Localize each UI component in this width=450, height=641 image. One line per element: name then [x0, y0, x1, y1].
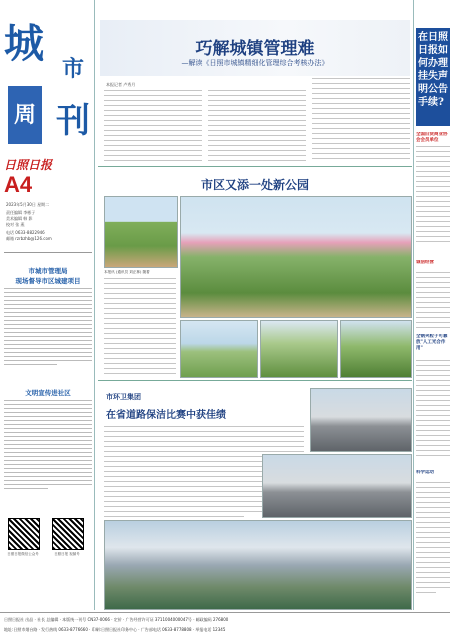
right-column-divider [413, 0, 414, 610]
park-photo-2 [180, 320, 258, 378]
section3-kicker: 市环卫集团 [106, 393, 141, 401]
truck-photo-2 [262, 454, 412, 518]
masthead-char-shi: 市 [62, 56, 85, 82]
truck-photo-1 [310, 388, 412, 452]
right-science-article [416, 360, 450, 460]
right-notices-2 [416, 272, 450, 332]
email-line: 邮箱 rzrbzhb@126.com [6, 236, 52, 241]
main-subtitle: —解读《日照市城镇精细化管理综合考核办法》 [181, 59, 329, 67]
byline: 本报记者 卢秀月 [106, 82, 136, 87]
right-banner: 在日照日报如何办理挂失声明公告手续? [416, 28, 450, 126]
page-code: A4 [4, 172, 33, 197]
article-col-1 [104, 90, 202, 165]
section-divider-1 [98, 166, 412, 167]
park-caption: 本报讯 (通讯员 刘正林) 随着 [104, 270, 150, 274]
story1-title-a: 市城市管理局 [28, 267, 68, 275]
right-notice-head: 全国旧货商业协会会员单位 [416, 132, 448, 143]
right-science-head: 全钢夹粒子可靠放"人工光合作用" [416, 334, 448, 351]
park-photo-main [180, 196, 412, 318]
article-col-3 [312, 78, 410, 163]
section2-title: 市区又添一处新公园 [200, 178, 309, 192]
story2-title: 文明宣传进社区 [25, 389, 71, 397]
masthead-char-zhou: 周 [8, 86, 42, 144]
aerial-park-photo [104, 520, 412, 610]
right-sport-head: 科学运动 [416, 470, 434, 475]
qr-code-video[interactable] [52, 518, 84, 550]
right-notices [416, 146, 450, 246]
park-photo-4 [340, 320, 412, 378]
right-sport-article [416, 482, 450, 597]
editor-line: 责任编辑 李彬子 [6, 210, 36, 215]
qr-caption-wechat: 日照日报微信公众号 [7, 552, 39, 556]
park-photo-3 [260, 320, 338, 378]
story2-body [4, 400, 92, 492]
section-divider-2 [98, 380, 412, 381]
issue-date: 2023年5月30日 星期二 [6, 202, 50, 207]
main-title: 巧解城镇管理难 [195, 39, 315, 59]
masthead [0, 0, 96, 150]
footer-line-2: 地址:日照市烟台路 · 发行热线 0633-8776660 · 印刷:日照日报社印务中心 · 广告部电话 0633-8778808 · 举报电话 12345 [4, 627, 226, 632]
qr-caption-video: 日照日报 视频号 [54, 552, 80, 556]
section3-title: 在省道路保洁比赛中获佳绩 [106, 410, 226, 421]
park-article [104, 278, 176, 378]
designer-line: 美术编辑 韩 影 [6, 216, 33, 221]
masthead-char-kan: 刊 [56, 101, 90, 141]
left-divider [4, 252, 92, 253]
paper-logo: 日照日报 [4, 158, 53, 172]
qr-code-wechat[interactable] [8, 518, 40, 550]
proofreader-line: 校对 张 燕 [6, 222, 25, 227]
article-col-2 [208, 90, 306, 165]
footer-line-1: 日照日报社 出品 · 社长 总编辑 · 本版统一刊号 CN37-0066 · 定价 · 广告经营许可证 3711004000047号 · 邮政编码 276800 [4, 617, 229, 622]
phone-line: 电话 0633-8822946 [6, 230, 45, 235]
masthead-char-cheng: 城 [4, 20, 44, 67]
park-photo-1 [104, 196, 178, 268]
right-notice-head-2: 诚信经营 [416, 260, 434, 265]
page-footer [0, 612, 450, 641]
column-divider [94, 0, 95, 610]
story1-body [4, 288, 92, 368]
story1-title-b: 现场督导市区城建项目 [15, 277, 81, 285]
